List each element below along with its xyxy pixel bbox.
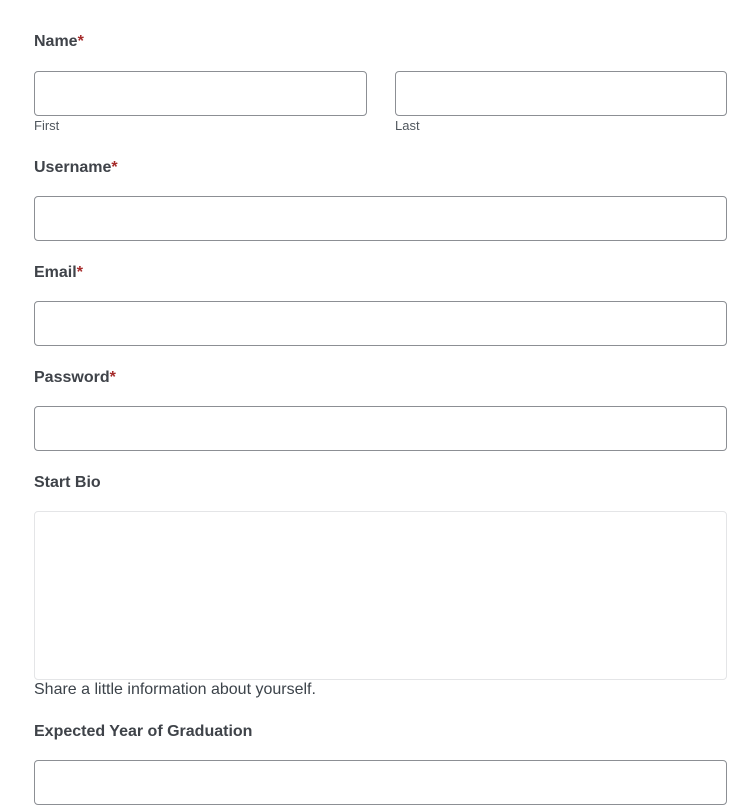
email-label-text: Email bbox=[34, 264, 77, 281]
email-input[interactable] bbox=[34, 301, 727, 346]
password-label bbox=[34, 368, 116, 388]
graduation-input[interactable] bbox=[34, 760, 727, 805]
bio-help-text: Share a little information about yourself. bbox=[34, 681, 316, 698]
password-label-text: Password bbox=[34, 369, 110, 386]
name-label-text: Name bbox=[34, 33, 78, 50]
first-name-sublabel: First bbox=[34, 118, 60, 133]
bio-label bbox=[34, 473, 101, 493]
name-label bbox=[34, 32, 84, 52]
email-required-mark: * bbox=[76, 264, 83, 281]
username-required-mark: * bbox=[111, 159, 118, 176]
bio-textarea[interactable] bbox=[34, 511, 727, 680]
first-name-input[interactable] bbox=[34, 71, 367, 116]
password-required-mark: * bbox=[109, 369, 116, 386]
last-name-sublabel: Last bbox=[395, 118, 420, 133]
email-label bbox=[34, 263, 83, 283]
last-name-input[interactable] bbox=[395, 71, 727, 116]
name-required-mark: * bbox=[77, 33, 84, 50]
username-label bbox=[34, 158, 118, 178]
username-input[interactable] bbox=[34, 196, 727, 241]
graduation-label bbox=[34, 722, 252, 742]
password-input[interactable] bbox=[34, 406, 727, 451]
bio-label-text: Start Bio bbox=[34, 474, 101, 491]
graduation-label-text: Expected Year of Graduation bbox=[34, 723, 253, 740]
username-label-text: Username bbox=[34, 159, 112, 176]
